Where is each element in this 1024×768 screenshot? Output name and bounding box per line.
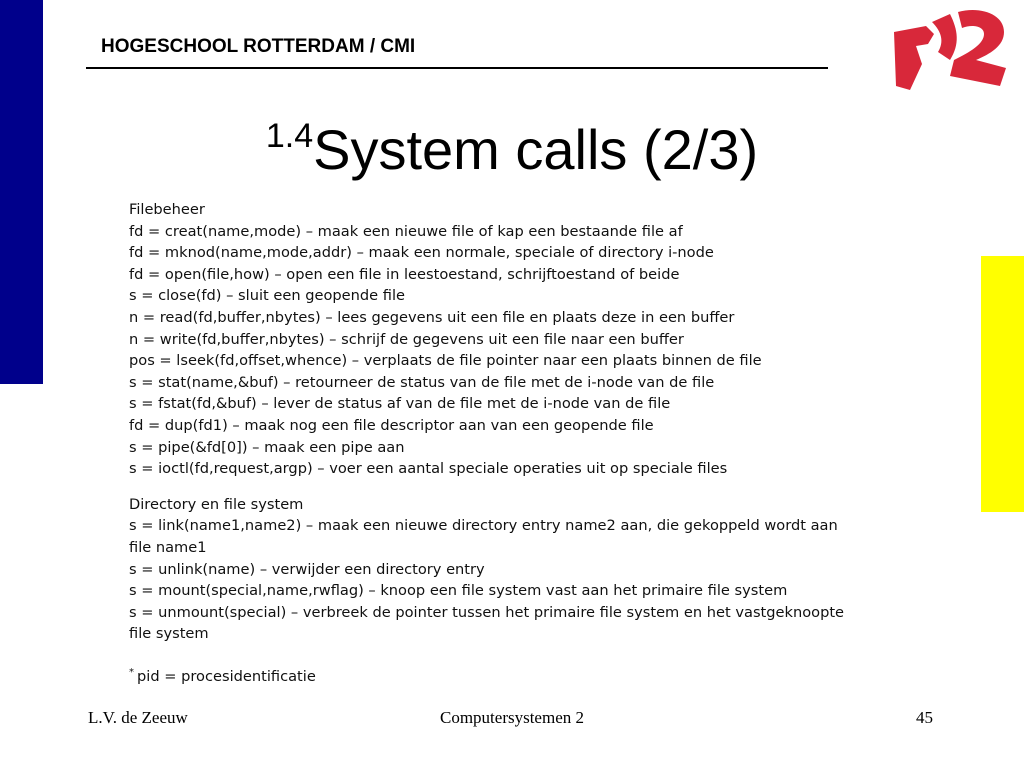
system-call-line: fd = open(file,how) – open een file in leestoestand, schrijftoestand of beide [129,265,680,283]
system-call-line: s = unlink(name) – verwijder een directory entry [129,560,485,578]
left-accent-bar [0,0,43,384]
footer-course: Computersystemen 2 [439,708,584,727]
slide-content [129,199,889,687]
system-call-line: s = link(name1,name2) – maak een nieuwe directory entry name2 aan, die gekoppeld wordt aan [129,517,838,535]
header-divider [86,67,828,69]
system-call-line: fd = mknod(name,mode,addr) – maak een normale, speciale of directory i-node [129,244,714,262]
system-call-line: n = read(fd,buffer,nbytes) – lees gegevens uit een file en plaats deze in een buffer [129,308,735,326]
system-call-line: n = write(fd,buffer,nbytes) – schrijf de gegevens uit een file naar een buffer [129,330,684,348]
system-call-line: s = ioctl(fd,request,argp) – voer een aantal speciale operaties uit op speciale files [129,460,728,478]
footnote-text: pid = procesidentificatie [137,667,316,685]
institution-title: HOGESCHOOL ROTTERDAM / CMI [101,36,416,57]
footer-page-number: 45 [916,708,933,727]
footnote [129,662,889,688]
slide-title-text: System calls (2/3) [313,118,759,181]
slide-title [0,104,1024,182]
system-call-line: s = pipe(&fd[0]) – maak een pipe aan [129,438,405,456]
hogeschool-rotterdam-logo-icon [888,4,1016,100]
right-accent-bar [981,256,1024,512]
system-call-line: fd = creat(name,mode) – maak een nieuwe file of kap een bestaande file af [129,222,683,240]
footnote-marker: * [129,666,134,678]
system-call-line: file name1 [129,538,207,556]
system-call-line: s = fstat(fd,&buf) – lever de status af van de file met de i-node van de file [129,395,671,413]
system-call-line: file system [129,625,209,643]
system-call-line: s = close(fd) – sluit een geopende file [129,287,405,305]
slide-title-number: 1.4 [265,117,314,155]
system-call-line: pos = lseek(fd,offset,whence) – verplaats de file pointer naar een plaats binnen de file [129,352,762,370]
section-spacer [129,480,889,494]
system-call-line: s = stat(name,&buf) – retourneer de status van de file met de i-node van de file [129,373,715,391]
system-call-line: s = mount(special,name,rwflag) – knoop een file system vast aan het primaire file system [129,582,788,600]
file-section-heading: Filebeheer [129,201,205,218]
system-call-line: s = unmount(special) – verbreek de pointer tussen het primaire file system en het vastgeknoopte [129,603,845,621]
directory-section-heading: Directory en file system [129,495,304,513]
footer-author: L.V. de Zeeuw [88,708,188,727]
footnote-spacer [129,645,889,662]
system-call-line: fd = dup(fd1) – maak nog een file descriptor aan van een geopende file [129,416,654,434]
